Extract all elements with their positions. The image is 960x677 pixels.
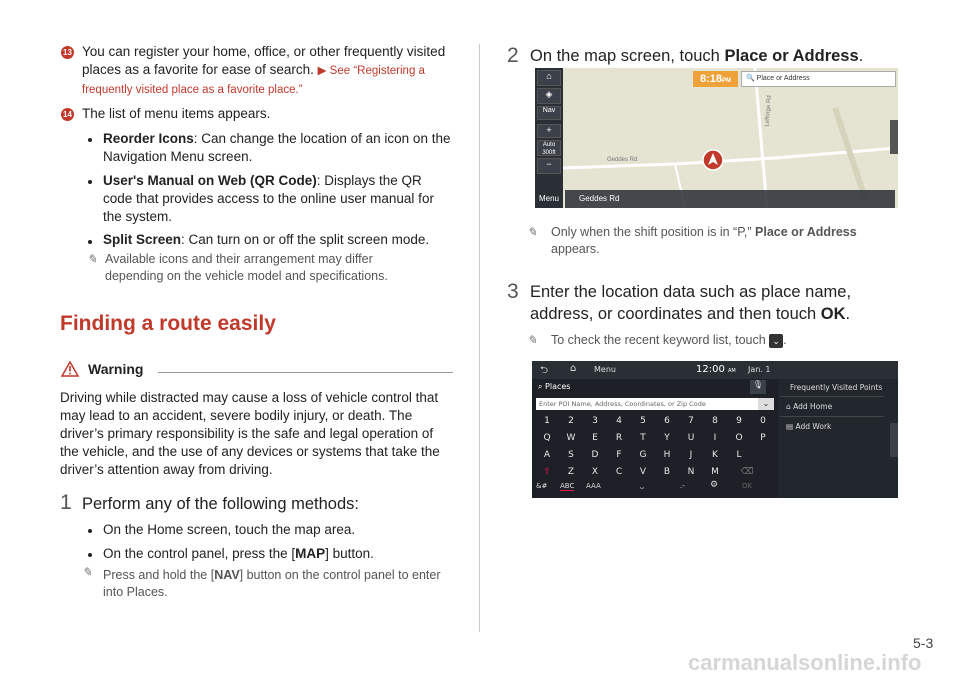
key-u[interactable]: U: [687, 433, 695, 443]
side-handle[interactable]: [890, 423, 898, 457]
key-v[interactable]: V: [639, 467, 647, 477]
key-3[interactable]: 3: [592, 416, 598, 426]
item-13-text: You can register your home, office, or other frequently visited places as a favorite for ease of search. ▶ See “Registering a frequently visited place as a favorite place.”: [82, 44, 446, 96]
column-divider: [479, 44, 480, 632]
zoom-in-button[interactable]: +: [537, 124, 561, 138]
add-work-button[interactable]: ▤ Add Work: [786, 422, 832, 431]
warning-rule: [158, 372, 453, 373]
bullet-reorder-icons: Reorder Icons: Can change the location of an icon on the Navigation Menu screen.: [103, 131, 451, 164]
page-number: 5-3: [913, 635, 934, 651]
bullet-users-manual: User's Manual on Web (QR Code): Displays the QR code that provides access to the online user manual for the system.: [103, 173, 434, 224]
chevron-down-icon[interactable]: ⌄: [758, 398, 774, 410]
key-2[interactable]: 2: [568, 416, 574, 426]
key-p[interactable]: P: [760, 433, 766, 443]
note-pencil-icon: ✎: [527, 333, 538, 347]
key-5[interactable]: 5: [640, 416, 646, 426]
key-d[interactable]: D: [591, 450, 599, 460]
bullet-dot: [88, 529, 92, 533]
marker-14: 14: [61, 108, 74, 121]
dot-dash-key[interactable]: .-: [680, 482, 685, 490]
space-key[interactable]: ⎵: [640, 480, 644, 489]
warning-triangle-icon: [61, 361, 79, 377]
see-reference-link[interactable]: ▶ See “Registering a frequently visited place as a favorite place.”: [82, 65, 425, 96]
frequent-title: Frequently Visited Points: [790, 383, 883, 392]
step-3-number: 3: [507, 280, 519, 303]
step-1-bullet-home: On the Home screen, touch the map area.: [103, 522, 356, 537]
key-n[interactable]: N: [687, 467, 695, 477]
road-label: Lefforge Rd: [764, 95, 773, 127]
kb-menu-button[interactable]: Menu: [594, 365, 616, 374]
marker-13: 13: [61, 46, 74, 59]
bullet-dot: [88, 240, 92, 244]
nav-button[interactable]: Nav: [537, 106, 561, 120]
search-input[interactable]: Enter POI Name, Address, Coordinates, or Zip Code: [536, 398, 774, 410]
backspace-icon[interactable]: ⌫: [740, 467, 754, 477]
key-m[interactable]: M: [711, 467, 719, 477]
key-z[interactable]: Z: [567, 467, 575, 477]
bullet-dot: [88, 553, 92, 557]
map-screenshot: [535, 68, 898, 208]
warning-label: Warning: [88, 361, 144, 377]
key-y[interactable]: Y: [664, 433, 670, 443]
key-s[interactable]: S: [568, 450, 574, 460]
step-1-number: 1: [60, 491, 72, 514]
note-pencil-icon: ✎: [87, 252, 98, 266]
step-2-number: 2: [507, 44, 519, 67]
abc-key[interactable]: ABC: [560, 482, 575, 490]
auto-zoom-button[interactable]: Auto 300ft: [537, 140, 561, 156]
key-q[interactable]: Q: [543, 433, 551, 443]
current-street-bar: Geddes Rd: [565, 190, 895, 208]
place-or-address-button[interactable]: 🔍 Place or Address: [741, 71, 896, 87]
keyboard-screenshot: [532, 361, 898, 498]
zoom-out-button[interactable]: −: [537, 158, 561, 174]
home-icon[interactable]: ⌂: [570, 363, 577, 374]
step-3-note: To check the recent keyword list, touch ⌄ .: [551, 333, 787, 347]
building-icon: ▤: [786, 422, 794, 431]
bullet-dot: [88, 138, 92, 142]
step-3-line-2: address, or coordinates and then touch OK.: [530, 305, 851, 323]
shift-icon[interactable]: ⇧: [543, 467, 551, 477]
key-j[interactable]: J: [689, 450, 693, 460]
step-2-note: Only when the shift position is in “P,” Place or Address appears.: [551, 225, 857, 256]
home-icon: ⌂: [786, 402, 791, 411]
search-icon: 🔍: [746, 75, 755, 82]
places-title: ⌕ Places: [538, 382, 571, 391]
vehicle-position-icon: [702, 149, 724, 171]
clock: 8:18PM: [693, 71, 738, 87]
section-title: Finding a route easily: [60, 312, 276, 335]
bullet-split-screen: Split Screen: Can turn on or off the split screen mode.: [103, 232, 430, 247]
compass-button[interactable]: ◈: [537, 88, 561, 104]
step-1-note: Press and hold the [NAV] button on the control panel to enter into Places.: [103, 568, 441, 599]
ok-key[interactable]: OK: [742, 482, 753, 490]
search-icon: ⌕: [538, 382, 543, 391]
note-pencil-icon: ✎: [527, 225, 538, 239]
note-pencil-icon: ✎: [82, 565, 93, 579]
key-g[interactable]: G: [639, 450, 647, 460]
key-6[interactable]: 6: [664, 416, 670, 426]
kb-date: Jan. 1: [748, 365, 771, 374]
key-t[interactable]: T: [640, 433, 646, 443]
key-c[interactable]: C: [615, 467, 623, 477]
key-8[interactable]: 8: [712, 416, 718, 426]
settings-icon[interactable]: ⚙: [710, 480, 719, 490]
key-0[interactable]: 0: [760, 416, 766, 426]
divider: [780, 416, 884, 417]
key-o[interactable]: O: [735, 433, 743, 443]
chevron-down-icon: ⌄: [769, 334, 783, 348]
key-7[interactable]: 7: [688, 416, 694, 426]
key-l[interactable]: L: [736, 450, 742, 460]
back-icon[interactable]: ⮌: [540, 365, 549, 376]
aaa-key[interactable]: AAA: [586, 482, 601, 490]
item-14-text: The list of menu items appears.: [82, 106, 271, 121]
key-b[interactable]: B: [663, 467, 671, 477]
key-4[interactable]: 4: [616, 416, 622, 426]
key-x[interactable]: X: [591, 467, 599, 477]
step-3-line-1: Enter the location data such as place name,: [530, 283, 852, 301]
key-r[interactable]: R: [615, 433, 623, 443]
key-1[interactable]: 1: [544, 416, 550, 426]
symbols-key[interactable]: &#: [536, 482, 548, 490]
step-1-text: Perform any of the following methods:: [82, 495, 359, 513]
watermark: carmanualsonline.info: [688, 650, 922, 675]
key-k[interactable]: K: [712, 450, 718, 460]
key-h[interactable]: H: [663, 450, 671, 460]
map-menu-button[interactable]: Menu: [535, 190, 563, 208]
key-i[interactable]: I: [713, 433, 717, 443]
key-f[interactable]: F: [616, 450, 622, 460]
map-roads: [535, 68, 898, 208]
warning-text: Driving while distracted may cause a loss of vehicle control that may lead to an accident, severe bodily injury, or death. The driver’s primary responsibility is the safe and legal operation of the vehicle, and the use of any devices or systems that take the driver’s attention away from driving.: [60, 390, 440, 477]
add-home-button[interactable]: ⌂ Add Home: [786, 402, 833, 411]
key-9[interactable]: 9: [736, 416, 742, 426]
divider: [780, 396, 884, 397]
step-1-bullet-map: On the control panel, press the [MAP] button.: [103, 546, 374, 561]
key-a[interactable]: A: [543, 450, 551, 460]
item-14-note: Available icons and their arrangement may differ depending on the vehicle model and specifications.: [105, 252, 388, 283]
key-w[interactable]: W: [566, 433, 576, 443]
road-label: Geddes Rd: [607, 157, 638, 163]
bullet-dot: [88, 180, 92, 184]
home-button[interactable]: ⌂: [537, 70, 561, 86]
side-handle[interactable]: [890, 120, 898, 154]
kb-clock: 12:00 AM: [696, 364, 736, 375]
step-2-text: On the map screen, touch Place or Address.: [530, 47, 864, 65]
microphone-icon[interactable]: 🎙: [750, 380, 766, 394]
key-e[interactable]: E: [592, 433, 598, 443]
